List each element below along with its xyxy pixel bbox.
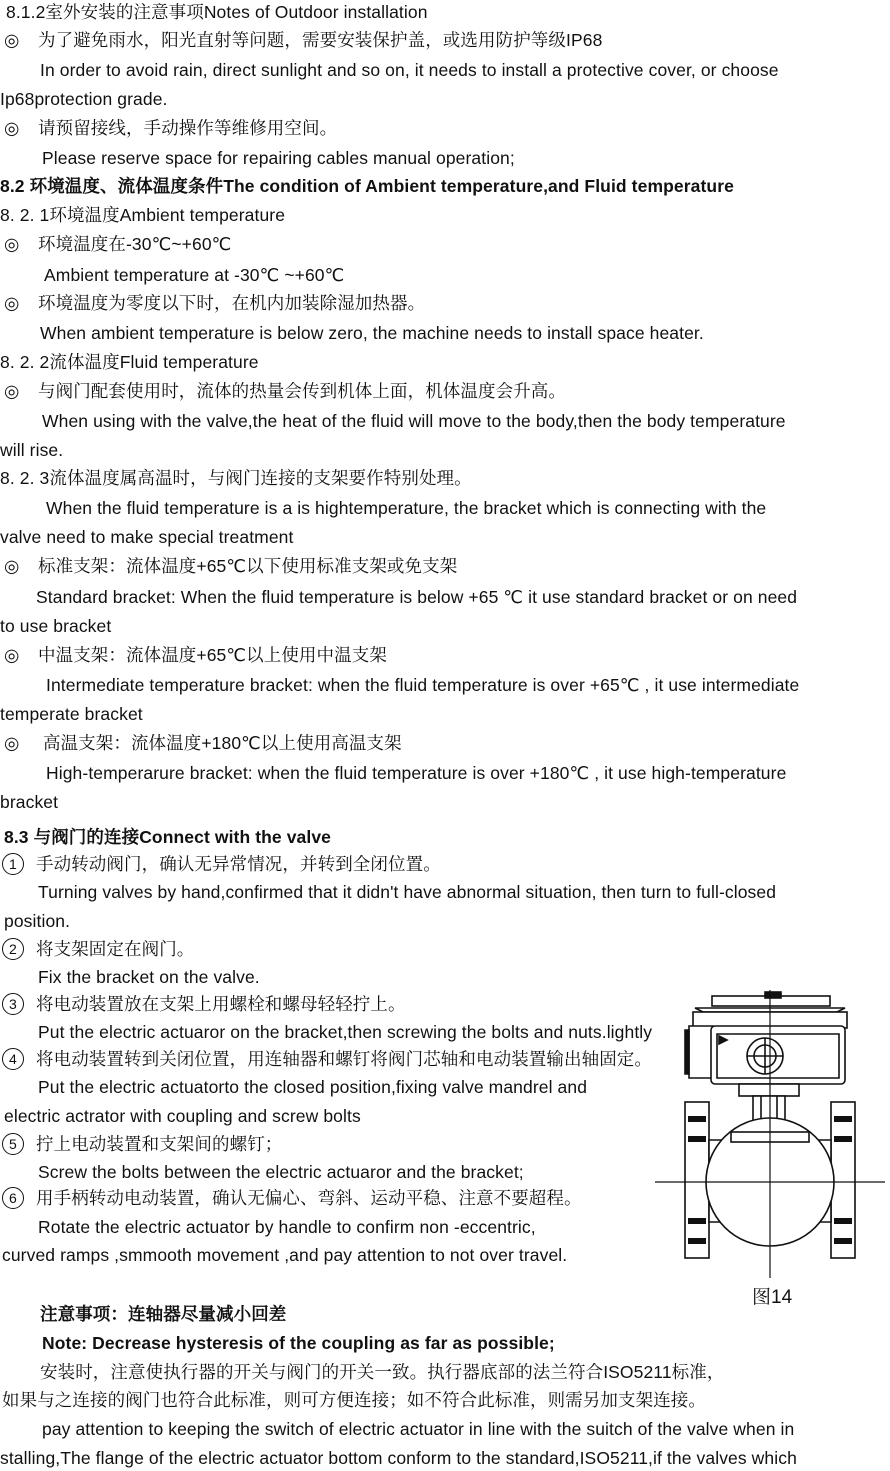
text-line bbox=[2, 1388, 706, 1412]
text-line bbox=[0, 1446, 797, 1470]
text-line bbox=[46, 761, 786, 785]
text-line bbox=[0, 203, 285, 227]
bullet-icon: ◎ bbox=[4, 30, 20, 50]
bullet-icon: ◎ bbox=[4, 293, 20, 313]
step-number: 6 bbox=[2, 1187, 24, 1209]
line-text: temperate bracket bbox=[0, 704, 143, 724]
text-line bbox=[6, 0, 428, 24]
text-line bbox=[4, 291, 425, 315]
text-line bbox=[2, 1047, 652, 1071]
text-line bbox=[2, 937, 194, 961]
bullet-icon: ◎ bbox=[4, 381, 20, 401]
bullet-icon: ◎ bbox=[4, 645, 20, 665]
text-line bbox=[38, 1020, 652, 1044]
line-text: Standard bracket: When the fluid temperature is below +65 ℃ it use standard bracket or on need bbox=[36, 587, 798, 607]
line-text: electric actrator with coupling and screw bolts bbox=[4, 1106, 361, 1126]
line-text: 8.1.2室外安装的注意事项Notes of Outdoor installation bbox=[6, 2, 428, 22]
line-text: When ambient temperature is below zero, the machine needs to install space heater. bbox=[40, 323, 704, 343]
text-line bbox=[42, 1417, 794, 1441]
line-text: 8. 2. 3流体温度属高温时，与阀门连接的支架要作特别处理。 bbox=[0, 468, 472, 488]
text-line bbox=[2, 1243, 567, 1267]
text-line bbox=[4, 643, 387, 667]
text-line bbox=[0, 525, 293, 549]
text-line bbox=[4, 116, 337, 140]
line-text: Note: Decrease hysteresis of the coupling as far as possible; bbox=[42, 1333, 555, 1353]
text-line bbox=[38, 880, 776, 904]
line-text: High-temperarure bracket: when the fluid temperature is over +180℃ , it use high-temperature bbox=[46, 763, 787, 783]
line-text: 8.3 与阀门的连接Connect with the valve bbox=[4, 827, 332, 847]
text-line bbox=[36, 585, 797, 609]
line-text: 如果与之连接的阀门也符合此标准，则可方便连接；如不符合此标准，则需另加支架连接。 bbox=[2, 1390, 706, 1410]
text-line bbox=[0, 790, 58, 814]
line-text: 8. 2. 2流体温度Fluid temperature bbox=[0, 352, 259, 372]
line-text: Ambient temperature at -30℃ ~+60℃ bbox=[44, 265, 345, 285]
section-heading bbox=[42, 1331, 555, 1355]
section-heading bbox=[40, 1302, 286, 1326]
actuator-side-plate bbox=[685, 1030, 689, 1074]
text-line bbox=[46, 673, 799, 697]
line-text: 将电动装置放在支架上用螺栓和螺母轻轻拧上。 bbox=[36, 994, 406, 1014]
text-line bbox=[4, 28, 602, 52]
text-line bbox=[0, 466, 472, 490]
line-text: bracket bbox=[0, 792, 59, 812]
line-text: curved ramps ,smmooth movement ,and pay attention to not over travel. bbox=[2, 1245, 568, 1265]
text-line bbox=[0, 350, 259, 374]
line-text: Put the electric actuaror on the bracket,then screwing the bolts and nuts.lightly bbox=[38, 1022, 653, 1042]
line-text: When using with the valve,the heat of the fluid will move to the body,then the body temperature bbox=[42, 411, 786, 431]
step-number: 2 bbox=[2, 938, 24, 960]
actuator-knob bbox=[765, 992, 781, 998]
text-line bbox=[0, 702, 143, 726]
line-text: 安装时，注意使执行器的开关与阀门的开关一致。执行器底部的法兰符合ISO5211标准， bbox=[40, 1362, 725, 1382]
line-text: position. bbox=[4, 911, 71, 931]
text-line bbox=[38, 1160, 524, 1184]
line-text: 8. 2. 1环境温度Ambient temperature bbox=[0, 205, 286, 225]
line-text: Put the electric actuatorto the closed position,fixing valve mandrel and bbox=[38, 1077, 588, 1097]
line-text: 中温支架：流体温度+65℃以上使用中温支架 bbox=[38, 645, 387, 665]
text-line bbox=[2, 1186, 582, 1210]
bullet-icon: ◎ bbox=[4, 234, 20, 254]
text-line bbox=[2, 992, 406, 1016]
section-heading bbox=[4, 825, 331, 849]
line-text: 环境温度在-30℃~+60℃ bbox=[38, 234, 232, 254]
valve-actuator-figure bbox=[655, 990, 885, 1280]
text-line bbox=[40, 321, 704, 345]
line-text: 环境温度为零度以下时，在机内加装除湿加热器。 bbox=[38, 293, 426, 313]
text-line bbox=[4, 909, 70, 933]
text-line bbox=[42, 409, 786, 433]
line-text: 标准支架：流体温度+65℃以下使用标准支架或免支架 bbox=[38, 556, 458, 576]
line-text: 手动转动阀门，确认无异常情况，并转到全闭位置。 bbox=[36, 854, 441, 874]
line-text: pay attention to keeping the switch of electric actuator in line with the suitch of the valve when in bbox=[42, 1419, 795, 1439]
step-number: 5 bbox=[2, 1133, 24, 1155]
text-line bbox=[4, 379, 566, 403]
figure-caption: 图14 bbox=[752, 1287, 793, 1308]
text-line bbox=[40, 58, 779, 82]
text-line bbox=[44, 263, 344, 287]
line-text: 与阀门配套使用时，流体的热量会传到机体上面，机体温度会升高。 bbox=[38, 381, 566, 401]
text-line bbox=[38, 1075, 587, 1099]
line-text: stalling,The flange of the electric actuator bottom conform to the standard,ISO5211,if the valves which bbox=[0, 1448, 797, 1468]
line-text: Rotate the electric actuator by handle to confirm non -eccentric, bbox=[38, 1217, 536, 1237]
actuator-side-box bbox=[689, 1026, 713, 1078]
text-line bbox=[4, 731, 402, 755]
step-number: 3 bbox=[2, 993, 24, 1015]
line-text: to use bracket bbox=[0, 616, 112, 636]
text-line bbox=[46, 496, 766, 520]
text-line bbox=[0, 87, 168, 111]
bracket-top bbox=[739, 1084, 799, 1096]
text-line bbox=[2, 1132, 282, 1156]
line-text: Turning valves by hand,confirmed that it didn't have abnormal situation, then turn to full-closed bbox=[38, 882, 777, 902]
line-text: 将电动装置转到关闭位置，用连轴器和螺钉将阀门芯轴和电动装置输出轴固定。 bbox=[36, 1049, 652, 1069]
line-text: 高温支架：流体温度+180℃以上使用高温支架 bbox=[38, 733, 402, 753]
line-text: 拧上电动装置和支架间的螺钉； bbox=[36, 1134, 283, 1154]
step-number: 4 bbox=[2, 1048, 24, 1070]
bullet-icon: ◎ bbox=[4, 118, 20, 138]
text-line bbox=[40, 1360, 724, 1384]
line-text: Ip68protection grade. bbox=[0, 89, 168, 109]
bullet-icon: ◎ bbox=[4, 556, 20, 576]
text-line bbox=[4, 232, 231, 256]
text-line bbox=[4, 554, 457, 578]
line-text: Fix the bracket on the valve. bbox=[38, 967, 260, 987]
line-text: 请预留接线，手动操作等维修用空间。 bbox=[38, 118, 338, 138]
line-text: Please reserve space for repairing cables manual operation; bbox=[42, 148, 515, 168]
line-text: 用手柄转动电动装置，确认无偏心、弯斜、运动平稳、注意不要超程。 bbox=[36, 1188, 582, 1208]
line-text: Intermediate temperature bracket: when the fluid temperature is over +65℃ , it use intermediate bbox=[46, 675, 800, 695]
text-line bbox=[2, 852, 441, 876]
line-text: 为了避免雨水，阳光直射等问题，需要安装保护盖，或选用防护等级IP68 bbox=[38, 30, 603, 50]
text-line bbox=[0, 614, 111, 638]
line-text: Screw the bolts between the electric actuaror and the bracket; bbox=[38, 1162, 524, 1182]
text-line bbox=[4, 1104, 361, 1128]
line-text: 将支架固定在阀门。 bbox=[36, 939, 195, 959]
text-line bbox=[42, 146, 515, 170]
text-line bbox=[38, 1215, 536, 1239]
text-line bbox=[38, 965, 260, 989]
line-text: When the fluid temperature is a is hightemperature, the bracket which is connecting with the bbox=[46, 498, 767, 518]
bullet-icon: ◎ bbox=[4, 733, 20, 753]
section-heading bbox=[0, 174, 734, 198]
line-text: will rise. bbox=[0, 440, 64, 460]
step-number: 1 bbox=[2, 853, 24, 875]
line-text: valve need to make special treatment bbox=[0, 527, 294, 547]
line-text: 8.2 环境温度、流体温度条件The condition of Ambient temperature,and Fluid temperature bbox=[0, 176, 734, 196]
line-text: In order to avoid rain, direct sunlight and so on, it needs to install a protective cover, or choose bbox=[40, 60, 779, 80]
line-text: 注意事项：连轴器尽量减小回差 bbox=[40, 1304, 287, 1324]
text-line bbox=[0, 438, 63, 462]
